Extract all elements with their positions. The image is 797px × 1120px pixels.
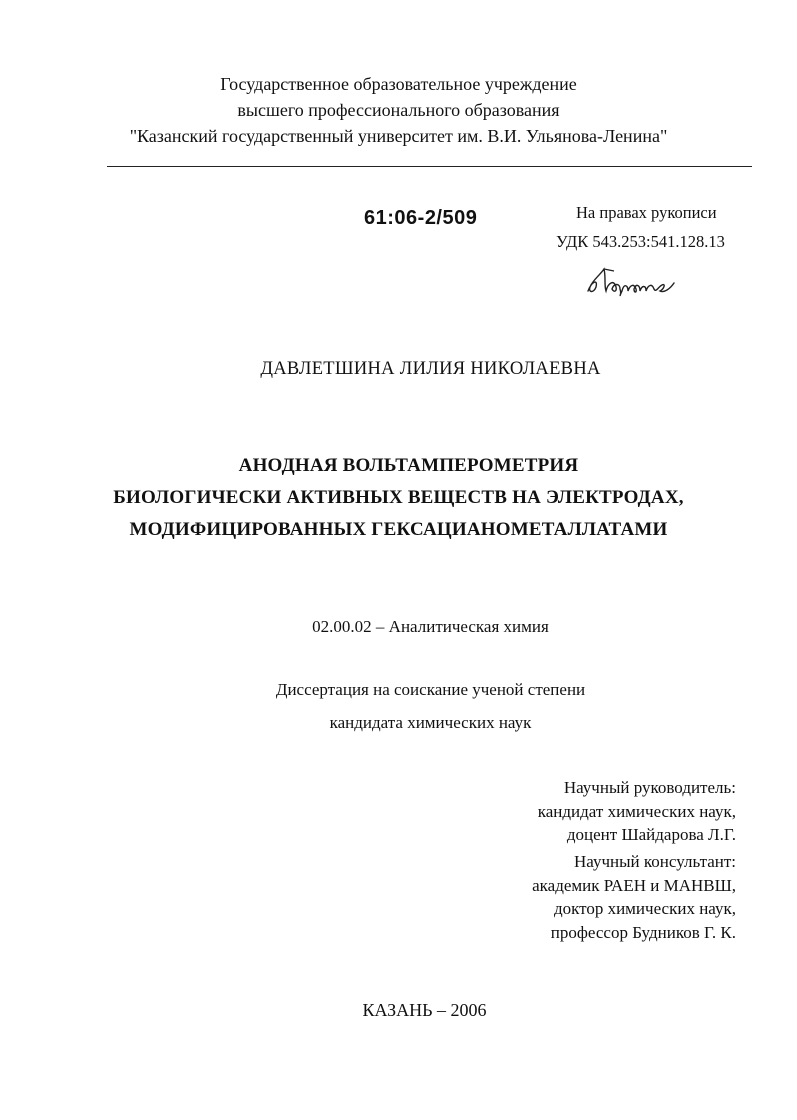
dissertation-title-line-1: АНОДНАЯ ВОЛЬТАМПЕРОМЕТРИЯ: [238, 455, 579, 476]
city-year: КАЗАНЬ – 2006: [362, 1000, 487, 1020]
consultant-block: [532, 850, 736, 944]
stamp-code: 61:06-2/509: [364, 207, 478, 229]
author-name: ДАВЛЕТШИНА ЛИЛИЯ НИКОЛАЕВНА: [260, 359, 601, 379]
institution-line-1: Государственное образовательное учреждение: [220, 74, 577, 94]
supervisor-block: [538, 776, 736, 847]
degree-line-1: Диссертация на соискание ученой степени: [275, 680, 586, 699]
supervisor-name: доцент Шайдарова Л.Г.: [566, 825, 736, 844]
supervisor-heading: Научный руководитель:: [563, 778, 736, 797]
consultant-degree: доктор химических наук,: [553, 899, 736, 918]
author-signature: [584, 263, 680, 308]
institution-line-3: "Казанский государственный университет им. В.И. Ульянова-Ленина": [129, 126, 668, 146]
institution-line-2: высшего профессионального образования: [237, 100, 560, 120]
consultant-name: профессор Будников Г. К.: [550, 922, 736, 942]
specialty: 02.00.02 – Аналитическая химия: [312, 617, 549, 636]
consultant-title: академик РАЕН и МАНВШ,: [532, 875, 736, 895]
dissertation-title-line-3: МОДИФИЦИРОВАННЫХ ГЕКСАЦИАНОМЕТАЛЛАТАМИ: [129, 519, 668, 540]
supervisor-degree: кандидат химических наук,: [537, 801, 736, 821]
degree-line-2: кандидата химических наук: [329, 713, 532, 732]
header-divider: [107, 166, 752, 167]
udc-code: УДК 543.253:541.128.13: [556, 232, 725, 251]
manuscript-rights: На правах рукописи: [576, 203, 717, 222]
consultant-heading: Научный консультант:: [574, 852, 736, 871]
dissertation-title-line-2: БИОЛОГИЧЕСКИ АКТИВНЫХ ВЕЩЕСТВ НА ЭЛЕКТРОДАХ,: [113, 487, 684, 508]
